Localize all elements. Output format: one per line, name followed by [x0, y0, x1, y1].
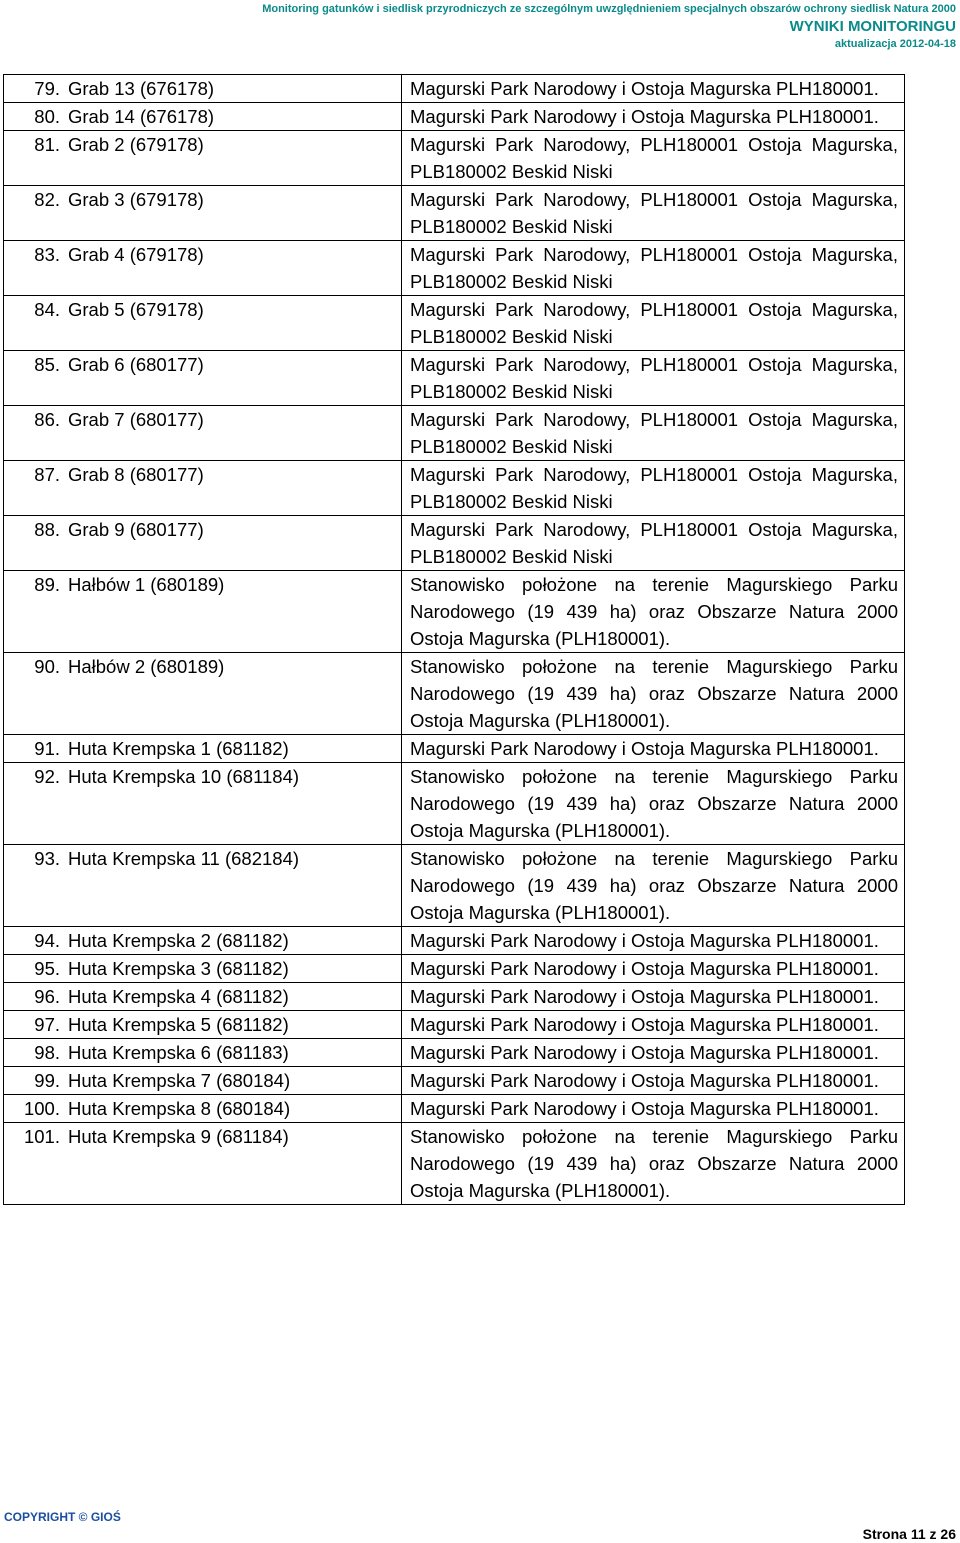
- site-location-cell: Magurski Park Narodowy, PLH180001 Ostoja Magurska, PLB180002 Beskid Niski: [402, 296, 905, 351]
- row-number: 84.: [34, 299, 60, 320]
- table-row: [4, 571, 905, 653]
- site-name-cell: [4, 983, 402, 1011]
- site-name-cell: [4, 1011, 402, 1039]
- row-number: 88.: [34, 519, 60, 540]
- site-location-cell: Magurski Park Narodowy i Ostoja Magurska PLH180001.: [402, 1067, 905, 1095]
- table-row: [4, 131, 905, 186]
- site-location-cell: Magurski Park Narodowy i Ostoja Magurska PLH180001.: [402, 955, 905, 983]
- site-name: Hałbów 1 (680189): [68, 574, 225, 595]
- site-name-cell: [4, 461, 402, 516]
- table-row: [4, 186, 905, 241]
- site-name: Grab 2 (679178): [68, 134, 204, 155]
- site-name: Huta Krempska 7 (680184): [68, 1070, 291, 1091]
- table-row: [4, 241, 905, 296]
- row-number: 86.: [34, 409, 60, 430]
- site-name: Grab 5 (679178): [68, 299, 204, 320]
- site-name: Huta Krempska 10 (681184): [68, 766, 300, 787]
- table-row: [4, 1011, 905, 1039]
- site-name-cell: [4, 241, 402, 296]
- site-name: Grab 13 (676178): [68, 78, 215, 99]
- table-row: [4, 927, 905, 955]
- site-location-cell: Magurski Park Narodowy, PLH180001 Ostoja Magurska, PLB180002 Beskid Niski: [402, 461, 905, 516]
- site-name-cell: [4, 955, 402, 983]
- site-location-cell: Magurski Park Narodowy, PLH180001 Ostoja Magurska, PLB180002 Beskid Niski: [402, 351, 905, 406]
- sites-table-body: [4, 75, 905, 1205]
- site-name: Huta Krempska 9 (681184): [68, 1126, 289, 1147]
- table-row: [4, 296, 905, 351]
- site-location-cell: Magurski Park Narodowy, PLH180001 Ostoja Magurska, PLB180002 Beskid Niski: [402, 241, 905, 296]
- site-name: Huta Krempska 11 (682184): [68, 848, 300, 869]
- site-location-cell: Magurski Park Narodowy i Ostoja Magurska PLH180001.: [402, 983, 905, 1011]
- site-name: Huta Krempska 5 (681182): [68, 1014, 289, 1035]
- table-row: [4, 763, 905, 845]
- row-number: 80.: [34, 106, 60, 127]
- site-location-cell: Stanowisko położone na terenie Magurskiego Parku Narodowego (19 439 ha) oraz Obszarze Natura 2000 Ostoja Magurska (PLH180001).: [402, 571, 905, 653]
- site-name-cell: [4, 653, 402, 735]
- site-name: Grab 14 (676178): [68, 106, 215, 127]
- site-name: Grab 4 (679178): [68, 244, 204, 265]
- table-row: [4, 516, 905, 571]
- site-name: Grab 8 (680177): [68, 464, 204, 485]
- page-number: Strona 11 z 26: [862, 1526, 956, 1542]
- site-location-cell: Magurski Park Narodowy, PLH180001 Ostoja Magurska, PLB180002 Beskid Niski: [402, 516, 905, 571]
- table-row: [4, 1123, 905, 1205]
- site-name-cell: [4, 186, 402, 241]
- site-location-cell: Magurski Park Narodowy, PLH180001 Ostoja Magurska, PLB180002 Beskid Niski: [402, 406, 905, 461]
- site-name-cell: [4, 571, 402, 653]
- row-number: 79.: [34, 78, 60, 99]
- row-number: 93.: [34, 848, 60, 869]
- site-name-cell: [4, 406, 402, 461]
- table-row: [4, 1039, 905, 1067]
- row-number: 100.: [23, 1098, 60, 1119]
- table-row: [4, 351, 905, 406]
- row-number: 95.: [34, 958, 60, 979]
- site-name: Huta Krempska 1 (681182): [68, 738, 289, 759]
- site-name-cell: [4, 927, 402, 955]
- site-name: Grab 7 (680177): [68, 409, 204, 430]
- site-name-cell: [4, 1095, 402, 1123]
- table-row: [4, 75, 905, 103]
- site-location-cell: Stanowisko położone na terenie Magurskiego Parku Narodowego (19 439 ha) oraz Obszarze Natura 2000 Ostoja Magurska (PLH180001).: [402, 653, 905, 735]
- row-number: 97.: [34, 1014, 60, 1035]
- site-location-cell: Magurski Park Narodowy i Ostoja Magurska PLH180001.: [402, 75, 905, 103]
- table-row: [4, 845, 905, 927]
- site-name-cell: [4, 1123, 402, 1205]
- sites-table: [3, 74, 905, 1205]
- site-location-cell: Magurski Park Narodowy i Ostoja Magurska PLH180001.: [402, 735, 905, 763]
- row-number: 94.: [34, 930, 60, 951]
- page-header: [262, 2, 956, 51]
- site-name: Huta Krempska 2 (681182): [68, 930, 289, 951]
- project-title: Monitoring gatunków i siedlisk przyrodniczych ze szczególnym uwzględnieniem specjalnych obszarów ochrony siedlisk Natura 2000: [262, 3, 956, 15]
- site-location-cell: Stanowisko położone na terenie Magurskiego Parku Narodowego (19 439 ha) oraz Obszarze Natura 2000 Ostoja Magurska (PLH180001).: [402, 763, 905, 845]
- table-row: [4, 461, 905, 516]
- table-row: [4, 103, 905, 131]
- table-row: [4, 983, 905, 1011]
- site-location-cell: Magurski Park Narodowy i Ostoja Magurska PLH180001.: [402, 1011, 905, 1039]
- site-name-cell: [4, 131, 402, 186]
- site-name-cell: [4, 845, 402, 927]
- copyright: COPYRIGHT © GIOŚ: [4, 1510, 121, 1524]
- site-location-cell: Stanowisko położone na terenie Magurskiego Parku Narodowego (19 439 ha) oraz Obszarze Natura 2000 Ostoja Magurska (PLH180001).: [402, 845, 905, 927]
- table-row: [4, 1067, 905, 1095]
- row-number: 91.: [34, 738, 60, 759]
- row-number: 89.: [34, 574, 60, 595]
- site-name-cell: [4, 516, 402, 571]
- update-date: aktualizacja 2012-04-18: [834, 38, 956, 50]
- row-number: 82.: [34, 189, 60, 210]
- row-number: 87.: [34, 464, 60, 485]
- site-location-cell: Magurski Park Narodowy, PLH180001 Ostoja Magurska, PLB180002 Beskid Niski: [402, 186, 905, 241]
- table-row: [4, 406, 905, 461]
- site-location-cell: Magurski Park Narodowy i Ostoja Magurska PLH180001.: [402, 103, 905, 131]
- section-title: WYNIKI MONITORINGU: [789, 18, 956, 35]
- site-name-cell: [4, 735, 402, 763]
- site-name: Grab 9 (680177): [68, 519, 204, 540]
- site-name: Hałbów 2 (680189): [68, 656, 225, 677]
- table-row: [4, 735, 905, 763]
- site-name-cell: [4, 1067, 402, 1095]
- site-location-cell: Stanowisko położone na terenie Magurskiego Parku Narodowego (19 439 ha) oraz Obszarze Natura 2000 Ostoja Magurska (PLH180001).: [402, 1123, 905, 1205]
- site-name: Huta Krempska 3 (681182): [68, 958, 289, 979]
- site-name: Huta Krempska 6 (681183): [68, 1042, 289, 1063]
- site-location-cell: Magurski Park Narodowy i Ostoja Magurska PLH180001.: [402, 927, 905, 955]
- table-row: [4, 1095, 905, 1123]
- row-number: 85.: [34, 354, 60, 375]
- site-location-cell: Magurski Park Narodowy i Ostoja Magurska PLH180001.: [402, 1039, 905, 1067]
- site-name: Huta Krempska 8 (680184): [68, 1098, 291, 1119]
- site-name: Grab 3 (679178): [68, 189, 204, 210]
- site-name-cell: [4, 763, 402, 845]
- site-name-cell: [4, 103, 402, 131]
- site-name-cell: [4, 1039, 402, 1067]
- table-row: [4, 653, 905, 735]
- site-location-cell: Magurski Park Narodowy, PLH180001 Ostoja Magurska, PLB180002 Beskid Niski: [402, 131, 905, 186]
- site-name-cell: [4, 296, 402, 351]
- site-name: Huta Krempska 4 (681182): [68, 986, 289, 1007]
- row-number: 99.: [34, 1070, 60, 1091]
- row-number: 81.: [34, 134, 60, 155]
- table-row: [4, 955, 905, 983]
- row-number: 101.: [23, 1126, 60, 1147]
- site-location-cell: Magurski Park Narodowy i Ostoja Magurska PLH180001.: [402, 1095, 905, 1123]
- row-number: 92.: [34, 766, 60, 787]
- row-number: 98.: [34, 1042, 60, 1063]
- row-number: 83.: [34, 244, 60, 265]
- row-number: 90.: [34, 656, 60, 677]
- row-number: 96.: [34, 986, 60, 1007]
- site-name-cell: [4, 351, 402, 406]
- site-name-cell: [4, 75, 402, 103]
- site-name: Grab 6 (680177): [68, 354, 204, 375]
